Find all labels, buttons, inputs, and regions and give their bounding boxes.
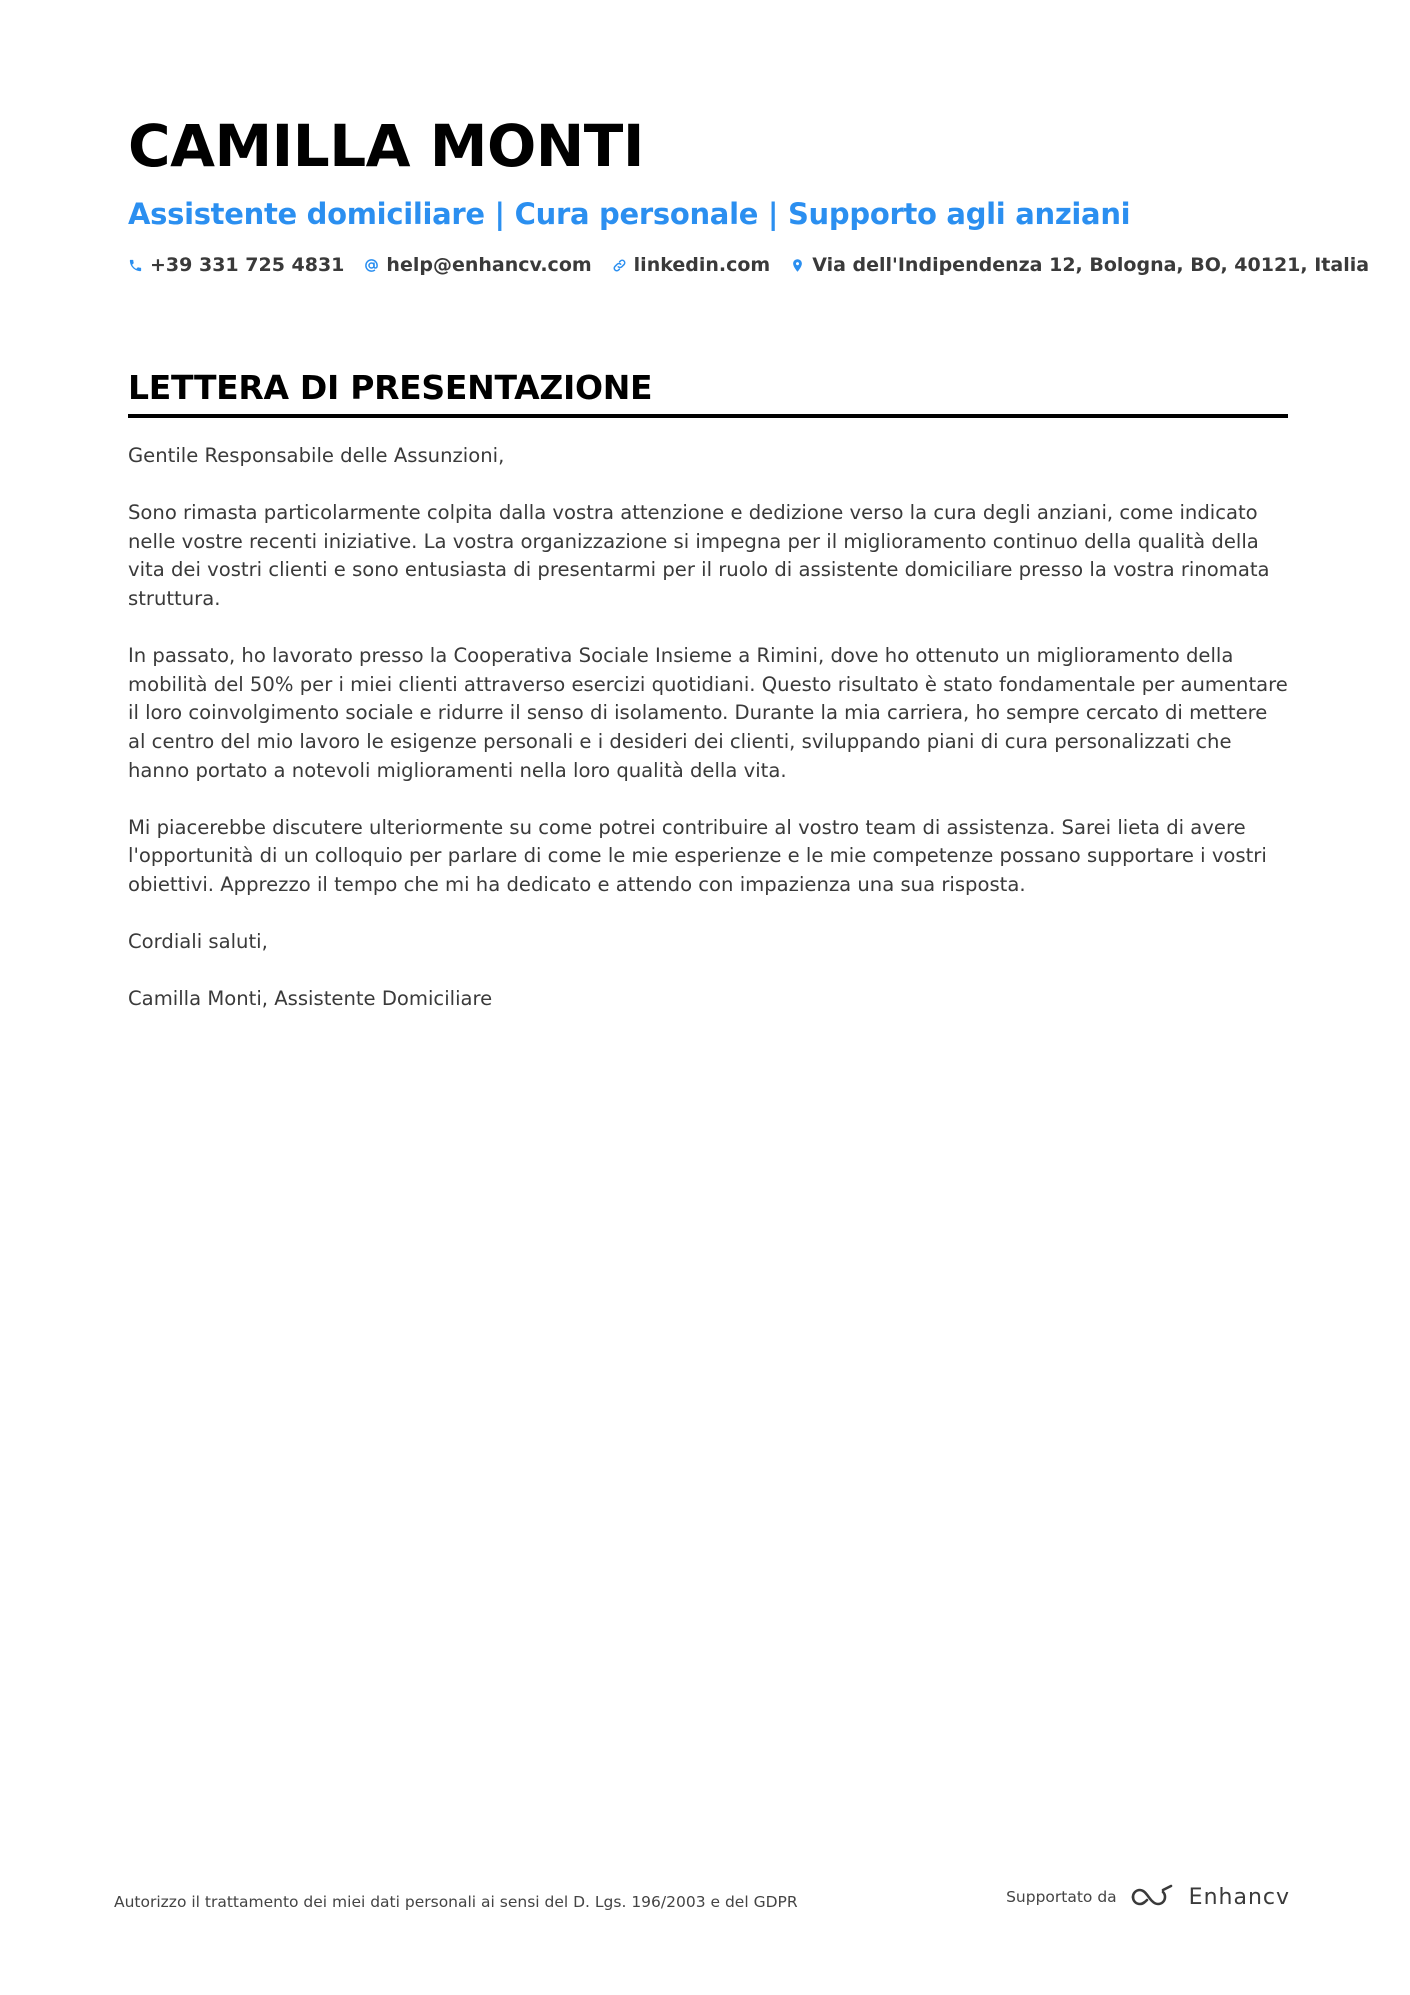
letter-body (128, 442, 1290, 1042)
enhancv-logo-icon (1129, 1884, 1175, 1910)
contact-bar (128, 254, 1370, 276)
location-pin-icon (790, 258, 805, 273)
section-divider (128, 414, 1288, 418)
section-header (128, 366, 1288, 418)
contact-linkedin[interactable] (612, 254, 771, 276)
letter-closing: Cordiali saluti, (128, 930, 268, 954)
candidate-subtitle: Assistente domiciliare | Cura personale | Supporto agli anziani (128, 197, 1131, 231)
contact-phone (128, 254, 344, 276)
contact-address (790, 254, 1369, 276)
powered-label: Supportato da (1006, 1888, 1117, 1906)
header (128, 108, 1370, 276)
phone-icon (128, 258, 143, 273)
section-title: LETTERA DI PRESENTAZIONE (128, 368, 653, 407)
letter-greeting: Gentile Responsabile delle Assunzioni, (128, 444, 505, 467)
address-text: Via dell'Indipendenza 12, Bologna, BO, 40121, Italia (812, 254, 1370, 276)
privacy-note: Autorizzo il trattamento dei miei dati personali ai sensi del D. Lgs. 196/2003 e del GDPR (114, 1893, 798, 1911)
linkedin-link[interactable]: linkedin.com (633, 254, 771, 276)
letter-paragraph: In passato, ho lavorato presso la Cooperativa Sociale Insieme a Rimini, dove ho ottenuto un miglioramento della mobilità del 50% per i miei clienti attraverso esercizi quotidiani. Questo risultato è stato fondamentale per aumentare il loro coinvolgimento sociale e ridurre il senso di isolamento. Durante la mia carriera, ho sempre cercato di mettere al centro del mio lavoro le esigenze personali e i desideri dei clienti, sviluppando piani di cura personalizzati che hanno portato a notevoli miglioramenti nella loro qualità della vita. (128, 644, 1288, 782)
phone-text: +39 331 725 4831 (150, 254, 345, 276)
link-icon (612, 258, 627, 273)
candidate-name: CAMILLA MONTI (128, 112, 644, 180)
at-icon (364, 258, 379, 273)
letter-signature: Camilla Monti, Assistente Domiciliare (128, 987, 493, 1011)
email-link[interactable]: help@enhancv.com (386, 254, 592, 276)
contact-email[interactable] (364, 254, 591, 276)
enhancv-brand: Enhancv (1188, 1884, 1290, 1910)
powered-by[interactable] (1006, 1884, 1290, 1910)
letter-paragraph: Mi piacerebbe discutere ulteriormente su come potrei contribuire al vostro team di assistenza. Sarei lieta di avere l'opportunità di un colloquio per parlare di come le mie esperienze e le mie competenze possano supportare i vostri obiettivi. Apprezzo il tempo che mi ha dedicato e attendo con impazienza una sua risposta. (128, 815, 1267, 896)
letter-paragraph: Sono rimasta particolarmente colpita dalla vostra attenzione e dedizione verso la cura degli anziani, come indicato nelle vostre recenti iniziative. La vostra organizzazione si impegna per il miglioramento continuo della qualità della vita dei vostri clienti e sono entusiasta di presentarmi per il ruolo di assistente domiciliare presso la vostra rinomata struttura. (128, 501, 1270, 610)
